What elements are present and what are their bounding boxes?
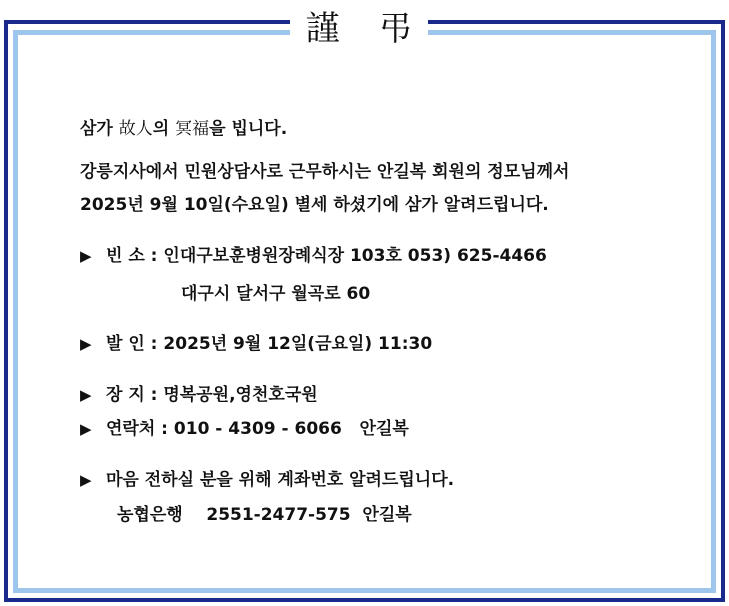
bank-account: 농협은행 2551-2477-575 안길복 xyxy=(117,505,412,525)
page-title: 謹 弔 xyxy=(305,8,427,49)
burial-label: 장 지 : xyxy=(106,385,164,405)
funeral-hall-label: 빈 소 : xyxy=(106,246,164,266)
donation-text: 마음 전하실 분을 위해 계좌번호 알려드립니다. xyxy=(106,470,455,490)
departure-value: 2025년 9월 12일(금요일) 11:30 xyxy=(163,334,433,354)
contact-label: 연락처 : xyxy=(106,419,174,439)
arrow-right-icon: ▶ xyxy=(80,247,92,265)
funeral-hall-address: 대구시 달서구 월곡로 60 xyxy=(181,284,371,304)
condolence-line xyxy=(80,114,287,139)
announcement-line-2: 2025년 9월 10일(수요일) 별세 하셨기에 삼가 알려드립니다. xyxy=(80,195,549,215)
title-box xyxy=(290,0,428,50)
condolence-hanja-blessing: 冥福 xyxy=(175,119,210,139)
announcement-line-1: 강릉지사에서 민원상담사로 근무하시는 안길복 회원의 정모님께서 xyxy=(80,162,570,182)
arrow-right-icon: ▶ xyxy=(80,471,92,489)
funeral-hall-line xyxy=(80,241,547,266)
arrow-right-icon: ▶ xyxy=(80,420,92,438)
donation-line xyxy=(80,465,454,490)
condolence-text: 삼가 xyxy=(80,119,119,139)
condolence-text: 을 빕니다. xyxy=(209,119,288,139)
funeral-hall-value: 인대구보훈병원장례식장 103호 053) 625-4466 xyxy=(163,246,547,266)
arrow-right-icon: ▶ xyxy=(80,386,92,404)
departure-label: 발 인 : xyxy=(106,334,164,354)
departure-line xyxy=(80,329,432,354)
burial-value: 명복공원,영천호국원 xyxy=(163,385,318,405)
contact-line xyxy=(80,414,409,439)
condolence-hanja-deceased: 故人 xyxy=(118,119,153,139)
arrow-right-icon: ▶ xyxy=(80,335,92,353)
condolence-text: 의 xyxy=(152,119,176,139)
contact-value: 010 - 4309 - 6066 안길복 xyxy=(173,419,409,439)
burial-line xyxy=(80,380,318,405)
